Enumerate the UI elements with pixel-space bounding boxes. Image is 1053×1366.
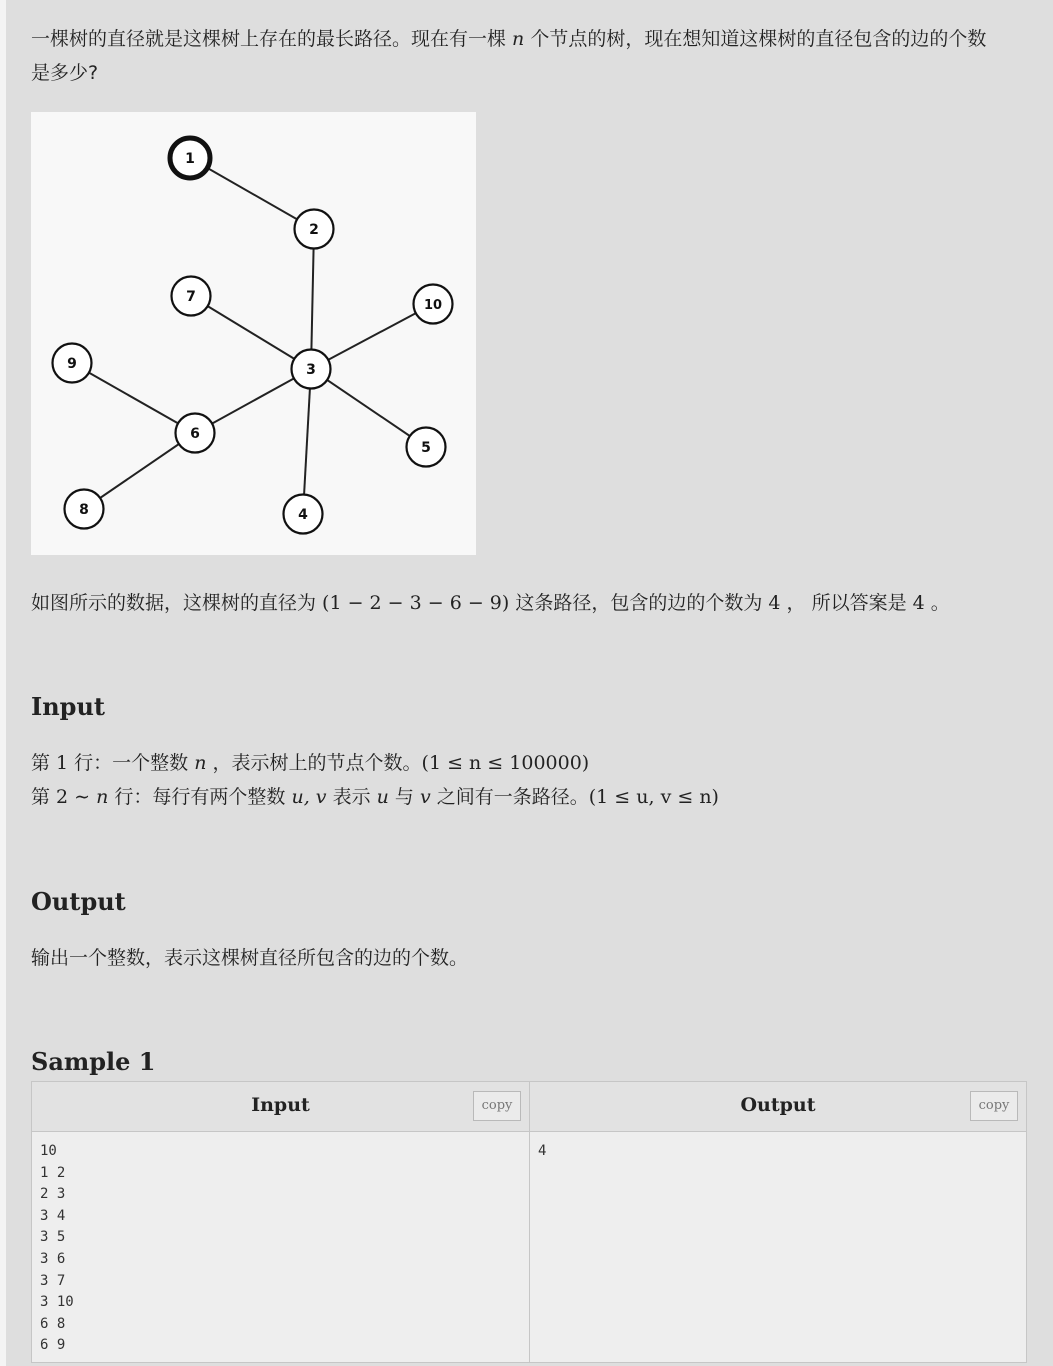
intro-text-2: 个节点的树，现在想知道这棵树的直径包含的边的个数 xyxy=(524,28,987,50)
problem-description xyxy=(31,22,1026,90)
tree-node-label: 10 xyxy=(423,298,443,313)
input-line2-range: (1 ≤ u, v ≤ n) xyxy=(588,786,719,808)
input-line1-prefix: 第 xyxy=(31,752,57,774)
input-line2-var: n xyxy=(96,786,109,808)
input-line2-prefix: 第 xyxy=(31,786,57,808)
input-line2-text4: 之间有一条路径。 xyxy=(430,786,589,808)
tree-node-label: 1 xyxy=(185,151,195,167)
diameter-middle2: ， 所以答案是 xyxy=(780,592,913,614)
input-line2-uv: u, v xyxy=(291,786,327,808)
intro-text-1: 一棵树的直径就是这棵树上存在的最长路径。现在有一棵 xyxy=(31,28,513,50)
input-description xyxy=(31,746,1026,814)
sample-input-line: 3 6 xyxy=(40,1250,66,1267)
input-line2-range-start: 2 ∼ xyxy=(56,786,97,808)
output-heading: Output xyxy=(31,887,126,916)
sample-input-line: 6 9 xyxy=(40,1337,66,1354)
input-heading: Input xyxy=(31,692,105,721)
input-line1-num: 1 xyxy=(56,752,69,774)
diameter-suffix: 。 xyxy=(924,592,950,614)
tree-node-label: 5 xyxy=(421,440,431,456)
tree-edge-3-4 xyxy=(303,369,311,514)
sample-table xyxy=(31,1081,1027,1363)
tree-node-label: 7 xyxy=(186,289,196,305)
tree-node-5 xyxy=(407,428,446,467)
diameter-path: (1 − 2 − 3 − 6 − 9) xyxy=(322,592,510,614)
sample-input-line: 3 5 xyxy=(40,1229,66,1246)
tree-edge-3-7 xyxy=(191,296,311,369)
input-line2-v: v xyxy=(419,786,431,808)
output-description: 输出一个整数，表示这棵树直径所包含的边的个数。 xyxy=(31,947,469,969)
copy-output-button[interactable]: copy xyxy=(970,1091,1018,1121)
sample-input-line: 1 2 xyxy=(40,1164,66,1181)
tree-node-1 xyxy=(170,138,210,178)
tree-node-3 xyxy=(292,350,331,389)
problem-page xyxy=(6,0,1053,1366)
sample-input-header xyxy=(32,1082,529,1132)
sample-input-line: 2 3 xyxy=(40,1186,66,1203)
tree-edge-6-9 xyxy=(72,363,195,433)
sample-input-content xyxy=(32,1132,529,1357)
diameter-count: 4 xyxy=(768,592,781,614)
input-line1-range: (1 ≤ n ≤ 100000) xyxy=(421,752,590,774)
sample-input-label: Input xyxy=(251,1094,310,1116)
sample-input-line: 6 8 xyxy=(40,1315,66,1332)
input-line2-text3: 与 xyxy=(388,786,420,808)
tree-node-9 xyxy=(53,344,92,383)
sample-output-line: 4 xyxy=(538,1143,547,1159)
input-line-1 xyxy=(31,746,1026,780)
diameter-answer: 4 xyxy=(912,592,925,614)
tree-node-label: 6 xyxy=(190,426,200,442)
sample-input-column xyxy=(32,1082,530,1362)
tree-node-7 xyxy=(172,277,211,316)
sample-output-content xyxy=(530,1132,1026,1163)
copy-input-button[interactable]: copy xyxy=(473,1091,521,1121)
tree-node-10 xyxy=(414,285,453,324)
input-line2-text2: 表示 xyxy=(326,786,377,808)
tree-edge-2-3 xyxy=(311,229,314,369)
input-line1-text2: ，表示树上的节点个数。 xyxy=(206,752,422,774)
input-line2-u: u xyxy=(376,786,389,808)
tree-edge-3-5 xyxy=(311,369,426,447)
input-line1-text: 行：一个整数 xyxy=(68,752,195,774)
tree-node-label: 8 xyxy=(79,502,89,518)
tree-node-2 xyxy=(295,210,334,249)
sample-input-line: 10 xyxy=(40,1143,57,1159)
sample-output-column xyxy=(530,1082,1026,1362)
sample-input-line: 3 4 xyxy=(40,1207,66,1224)
sample-heading: Sample 1 xyxy=(31,1047,156,1076)
var-n: n xyxy=(512,28,525,50)
sample-input-line: 3 10 xyxy=(40,1294,74,1311)
tree-node-label: 2 xyxy=(309,222,319,238)
tree-figure xyxy=(31,112,476,555)
intro-text-3: 是多少? xyxy=(31,62,99,84)
tree-edge-3-10 xyxy=(311,304,433,369)
tree-node-label: 4 xyxy=(298,507,308,523)
sample-output-label: Output xyxy=(740,1094,816,1116)
tree-node-label: 3 xyxy=(306,362,316,378)
tree-node-label: 9 xyxy=(67,356,77,372)
sample-input-line: 3 7 xyxy=(40,1272,66,1289)
diameter-explanation xyxy=(31,586,1026,620)
tree-node-4 xyxy=(284,495,323,534)
input-line-2 xyxy=(31,780,1026,814)
tree-node-8 xyxy=(65,490,104,529)
tree-diagram xyxy=(31,112,476,555)
diameter-middle: 这条路径，包含的边的个数为 xyxy=(509,592,769,614)
input-line2-text: 行：每行有两个整数 xyxy=(108,786,292,808)
tree-node-6 xyxy=(176,414,215,453)
diameter-prefix: 如图所示的数据，这棵树的直径为 xyxy=(31,592,323,614)
sample-output-header xyxy=(530,1082,1026,1132)
input-line1-var: n xyxy=(194,752,207,774)
